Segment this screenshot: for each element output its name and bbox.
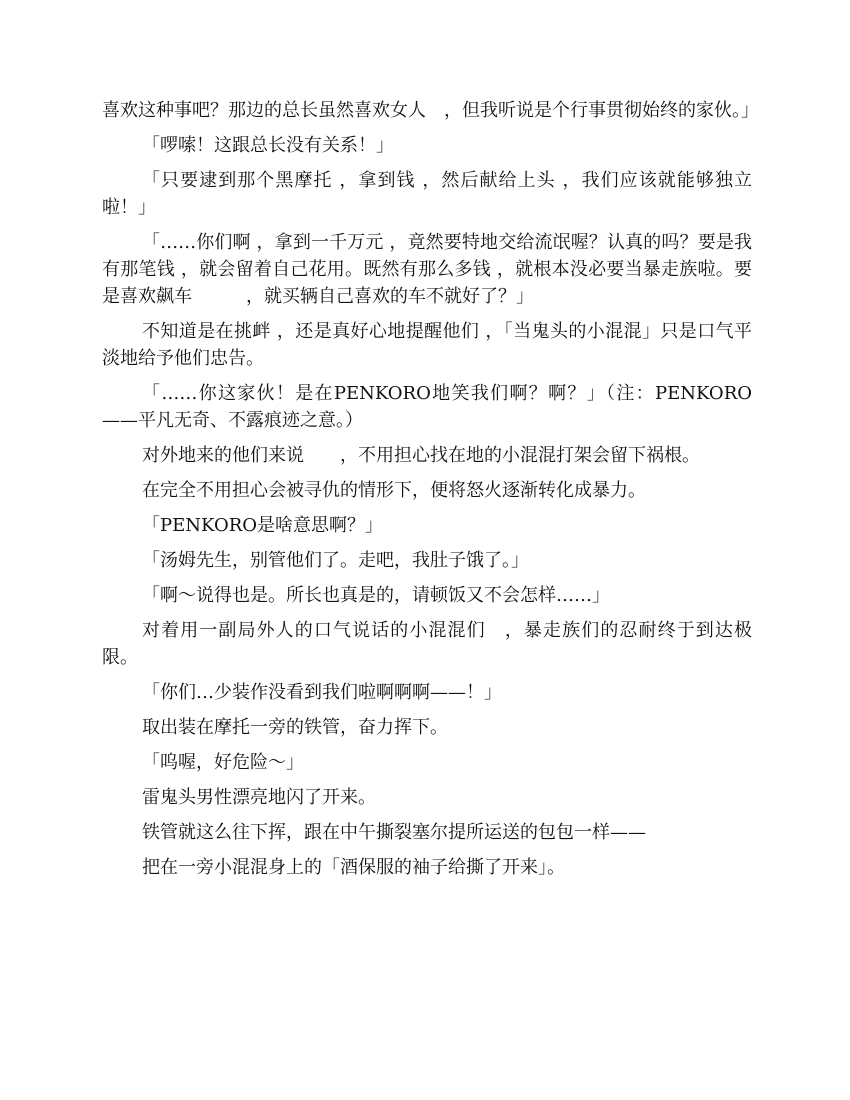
paragraph-9: 「PENKORO是啥意思啊？」 <box>142 515 384 536</box>
paragraph-17: 铁管就这么往下挥，跟在中午撕裂塞尔提所运送的包包一样—— <box>142 822 646 843</box>
document-page <box>102 97 759 889</box>
paragraph-14: 取出装在摩托一旁的铁管，奋力挥下。 <box>142 717 448 738</box>
paragraph-4: 「……你们啊 ，拿到一千万元 ，竟然要特地交给流氓喔？认真的吗？要是我有那笔钱 ，就会留着自己花用。既然有那么多钱 ，就根本没必要当暴走族啦。要是喜欢飙车 ，就买辆自己喜欢的车不就好了？」 <box>102 232 752 307</box>
paragraph-18: 把在一旁小混混身上的「酒保服的袖子给撕了开来」。 <box>142 857 565 878</box>
paragraph-13: 「你们…少装作没看到我们啦啊啊啊——！」 <box>142 682 502 703</box>
paragraph-12: 对着用一副局外人的口气说话的小混混们 ，暴走族们的忍耐终于到达极限。 <box>102 620 752 668</box>
paragraph-7: 对外地来的他们来说 ，不用担心找在地的小混混打架会留下祸根。 <box>142 445 700 466</box>
paragraph-10: 「汤姆先生，别管他们了。走吧，我肚子饿了。」 <box>142 550 529 571</box>
paragraph-6: 「……你这家伙！是在PENKORO地笑我们啊？啊？」（注：PENKORO——平凡无奇、不露痕迹之意。） <box>102 383 752 431</box>
paragraph-1: 喜欢这种事吧？那边的总长虽然喜欢女人 ，但我听说是个行事贯彻始终的家伙。」 <box>102 100 759 121</box>
paragraph-15: 「呜喔，好危险～」 <box>142 752 304 773</box>
paragraph-2: 「啰嗦！这跟总长没有关系！」 <box>142 135 394 156</box>
paragraph-11: 「啊～说得也是。所长也真是的，请顿饭又不会怎样……」 <box>142 585 610 606</box>
paragraph-16: 雷鬼头男性漂亮地闪了开来。 <box>142 787 376 808</box>
paragraph-8: 在完全不用担心会被寻仇的情形下，便将怒火逐渐转化成暴力。 <box>142 480 646 501</box>
paragraph-5: 不知道是在挑衅 ，还是真好心地提醒他们 ，「当鬼头的小混混」只是口气平淡地给予他们忠告。 <box>102 321 752 369</box>
paragraph-3: 「只要逮到那个黑摩托 ，拿到钱 ，然后献给上头 ，我们应该就能够独立啦！」 <box>102 170 752 218</box>
